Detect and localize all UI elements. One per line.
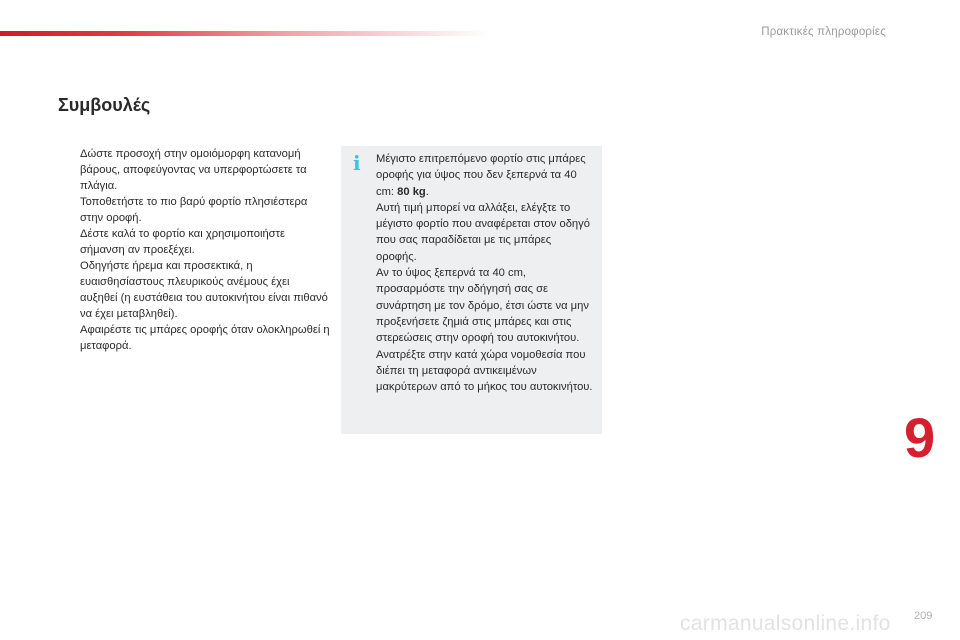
tip-text: Αφαιρέστε τις μπάρες οροφής όταν ολοκληρωθεί η μεταφορά. (80, 324, 330, 352)
top-accent-bar (0, 31, 490, 36)
list-item (60, 146, 330, 194)
info-text-load (376, 151, 594, 200)
info-text-after: . (425, 185, 429, 198)
tip-text: Δέστε καλά το φορτίο και χρησιμοποιήστε σήμανση αν προεξέχει. (80, 228, 285, 256)
list-item (60, 258, 330, 322)
watermark: carmanualsonline.info (680, 612, 891, 635)
page-number: 209 (914, 610, 933, 622)
info-icon: i (353, 151, 361, 175)
info-box (341, 146, 602, 434)
chapter-number: 9 (904, 406, 936, 469)
info-paragraph: Αυτή τιμή μπορεί να αλλάξει, ελέγξτε το μέγιστο φορτίο που αναφέρεται στον οδηγό που σας παραδίδεται με τις μπάρες οροφής. (376, 201, 590, 263)
tips-list (60, 146, 330, 354)
list-item (60, 194, 330, 226)
list-item (60, 322, 330, 354)
max-load-value: 80 kg (397, 185, 426, 198)
section-header: Πρακτικές πληροφορίες (761, 26, 886, 38)
tip-text: Οδηγήστε ήρεμα και προσεκτικά, η ευαισθησίαστους πλευρικούς ανέμους έχει αυξηθεί (η ευστάθεια του αυτοκινήτου είναι πιθανό να έχει μεταβληθεί). (80, 260, 328, 320)
info-paragraph: Ανατρέξτε στην κατά χώρα νομοθεσία που διέπει τη μεταφορά αντικειμένων μακρύτερων από το μήκος του αυτοκινήτου. (376, 348, 593, 394)
info-paragraph: Αν το ύψος ξεπερνά τα 40 cm, προσαρμόστε την οδήγησή σας σε συνάρτηση με τον δρόμο, έτσι ώστε να μην προξενήσετε ζημιά στις μπάρες και στις στερεώσεις στην οροφή του αυτοκινήτου. (376, 267, 589, 345)
list-item (60, 226, 330, 258)
tip-text: Τοποθετήστε το πιο βαρύ φορτίο πλησιέστερα στην οροφή. (80, 196, 308, 224)
page-title: Συμβουλές (58, 95, 151, 115)
info-text-before: Μέγιστο επιτρεπόμενο φορτίο στις μπάρες οροφής για ύψος που δεν ξεπερνά τα 40 cm: (376, 153, 586, 198)
tip-text: Δώστε προσοχή στην ομοιόμορφη κατανομή βάρους, αποφεύγοντας να υπερφορτώσετε τα πλάγια. (80, 148, 307, 192)
